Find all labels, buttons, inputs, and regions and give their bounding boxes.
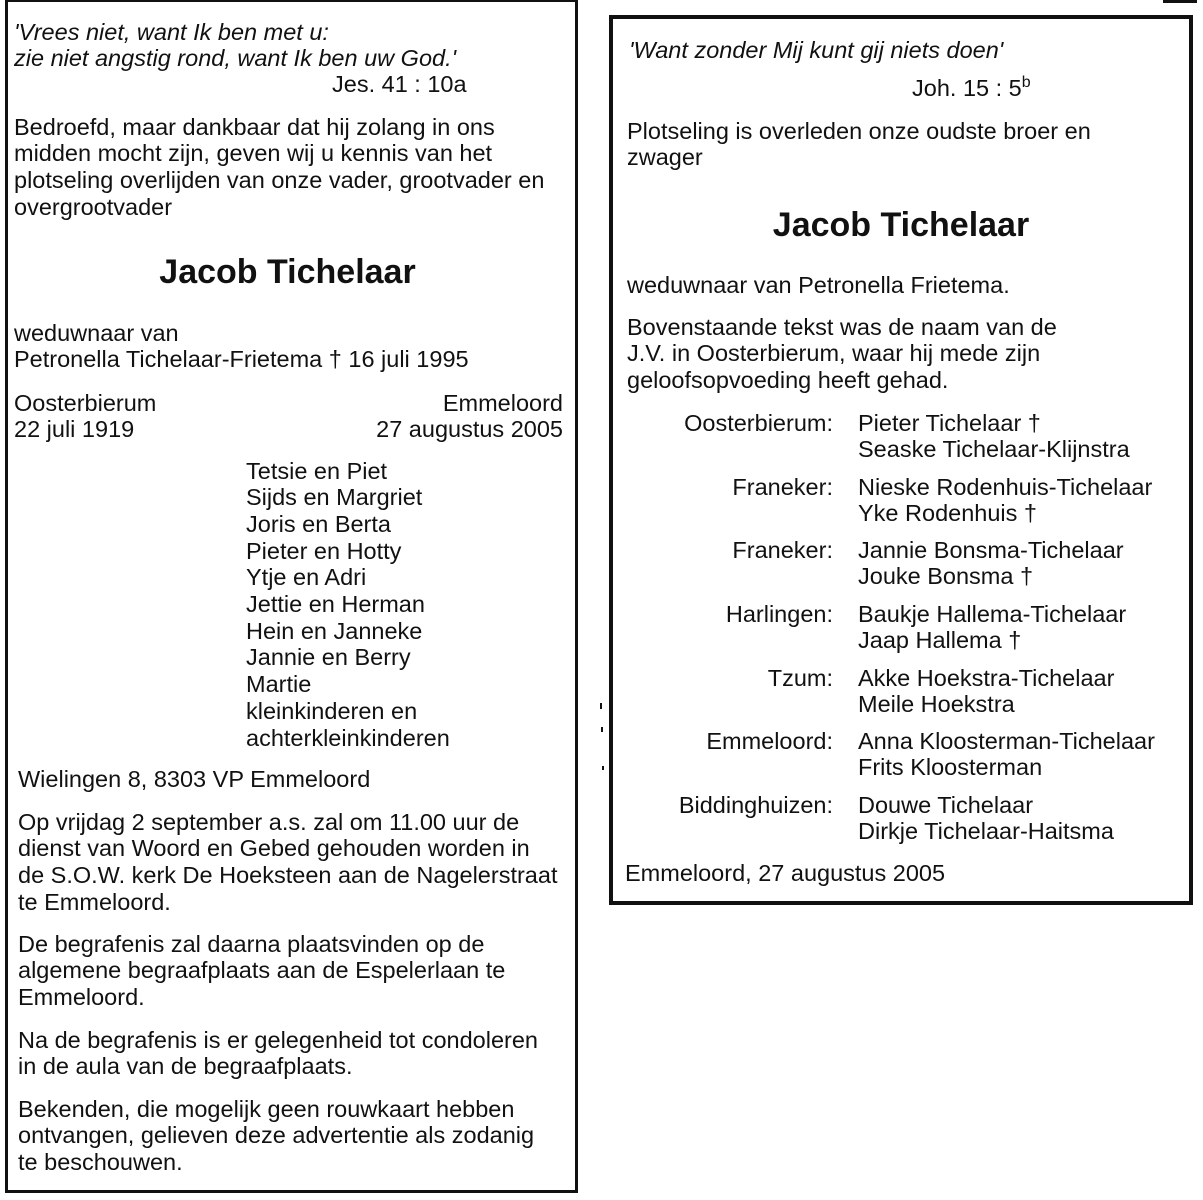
context-line: geloofsopvoeding heeft gehad. (627, 367, 949, 394)
closing-place-date: Emmeloord, 27 augustus 2005 (625, 859, 946, 886)
home-address: Wielingen 8, 8303 VP Emmeloord (18, 765, 371, 792)
widower-of (14, 320, 469, 373)
condolence-line: Na de begrafenis is er gelegenheid tot condoleren (18, 1026, 538, 1053)
burial-paragraph (18, 931, 505, 1011)
condolence-line: in de aula van de begraafplaats. (18, 1053, 353, 1080)
sibling-name: Jouke Bonsma † (858, 563, 1034, 590)
widower-of: weduwnaar van Petronella Frietema. (627, 271, 1010, 298)
family-member: Hein en Janneke (246, 617, 423, 644)
service-line: te Emmeloord. (18, 888, 171, 915)
bible-quote (14, 19, 456, 72)
intro-line: plotseling overlijden van onze vader, grootvader en (14, 167, 545, 194)
sibling-place: Tzum: (767, 664, 833, 691)
family-member: Pieter en Hotty (246, 537, 402, 564)
widower-line: weduwnaar van (14, 319, 179, 346)
sibling-names (858, 410, 1130, 463)
quote-reference-text: Joh. 15 : 5 (912, 74, 1022, 101)
service-paragraph (18, 809, 557, 916)
context-line: J.V. in Oosterbierum, waar hij mede zijn (627, 340, 1041, 367)
deceased-name: Jacob Tichelaar (159, 253, 416, 291)
service-line: de S.O.W. kerk De Hoeksteen aan de Nagelerstraat (18, 862, 558, 889)
sibling-name: Meile Hoekstra (858, 691, 1015, 718)
family-member: Martie (246, 671, 312, 698)
sibling-name: Pieter Tichelaar † (858, 409, 1041, 436)
sibling-place: Franeker: (732, 536, 833, 563)
intro-line: overgrootvader (14, 193, 173, 220)
quote-reference: Jes. 41 : 10a (332, 70, 467, 97)
sibling-place: Harlingen: (725, 600, 833, 627)
intro-paragraph (14, 114, 544, 221)
service-line: Op vrijdag 2 september a.s. zal om 11.00 uur de (18, 808, 520, 835)
scan-speck (602, 766, 604, 770)
sibling-name: Baukje Hallema-Tichelaar (858, 600, 1127, 627)
context-paragraph (627, 314, 1057, 394)
intro-line: Bedroefd, maar dankbaar dat hij zolang in ons (14, 113, 495, 140)
burial-line: De begrafenis zal daarna plaatsvinden op de (18, 930, 485, 957)
right-death-notice (609, 15, 1193, 905)
sibling-place: Oosterbierum: (684, 409, 833, 436)
deceased-name: Jacob Tichelaar (772, 206, 1030, 244)
burial-line: algemene begraafplaats aan de Espelerlaan te (18, 957, 506, 984)
sibling-place: Franeker: (732, 473, 833, 500)
acquaintances-paragraph (18, 1096, 534, 1176)
places-row (14, 390, 563, 417)
service-line: dienst van Woord en Gebed gehouden worden in (18, 835, 530, 862)
sibling-place: Biddinghuizen: (678, 791, 833, 818)
dates-row (14, 416, 563, 443)
intro-line: zwager (627, 144, 703, 171)
family-member: Jettie en Herman (246, 591, 425, 618)
sibling-name: Jaap Hallema † (858, 627, 1022, 654)
quote-line: zie niet angstig rond, want Ik ben uw God.' (14, 45, 457, 72)
family-member: Ytje en Adri (246, 564, 367, 591)
burial-line: Emmeloord. (18, 984, 145, 1011)
intro-paragraph (627, 118, 1091, 171)
sibling-name: Seaske Tichelaar-Klijnstra (858, 436, 1130, 463)
scan-edge-mark (1163, 0, 1197, 3)
death-place: Emmeloord (442, 389, 563, 416)
family-member: achterkleinkinderen (246, 724, 450, 751)
family-member: kleinkinderen en (246, 697, 418, 724)
birth-place: Oosterbierum (14, 389, 157, 416)
intro-line: midden mocht zijn, geven wij u kennis van het (14, 140, 493, 167)
acquaintances-line: Bekenden, die mogelijk geen rouwkaart hebben (18, 1095, 515, 1122)
family-list (246, 458, 450, 752)
family-member: Tetsie en Piet (246, 457, 388, 484)
intro-line: Plotseling is overleden onze oudste broer en (627, 117, 1091, 144)
family-member: Sijds en Margriet (246, 484, 423, 511)
quote-reference-superscript: b (1021, 73, 1031, 91)
context-line: Bovenstaande tekst was de naam van de (627, 313, 1057, 340)
sibling-names (858, 792, 1114, 845)
sibling-names (858, 537, 1124, 590)
sibling-name: Nieske Rodenhuis-Tichelaar (858, 473, 1153, 500)
birth-date: 22 juli 1919 (14, 416, 135, 443)
sibling-name: Anna Kloosterman-Tichelaar (858, 727, 1155, 754)
sibling-name: Jannie Bonsma-Tichelaar (858, 536, 1124, 563)
scan-speck (600, 703, 602, 709)
sibling-name: Frits Kloosterman (858, 754, 1043, 781)
birth-death-places (14, 390, 563, 443)
sibling-name: Akke Hoekstra-Tichelaar (858, 664, 1115, 691)
sibling-names (858, 474, 1152, 527)
sibling-names (858, 728, 1155, 781)
death-date: 27 augustus 2005 (376, 416, 563, 443)
sibling-names (858, 601, 1126, 654)
quote-reference (912, 75, 1031, 102)
scan-speck (601, 727, 603, 732)
quote-line: 'Vrees niet, want Ik ben met u: (14, 18, 329, 45)
sibling-name: Douwe Tichelaar (858, 791, 1034, 818)
family-member: Jannie en Berry (246, 644, 411, 671)
sibling-place: Emmeloord: (706, 727, 833, 754)
acquaintances-line: ontvangen, gelieven deze advertentie als zodanig (18, 1122, 535, 1149)
condolence-paragraph (18, 1027, 538, 1080)
bible-quote: 'Want zonder Mij kunt gij niets doen' (629, 36, 1004, 63)
family-member: Joris en Berta (246, 511, 391, 538)
sibling-name: Yke Rodenhuis † (858, 500, 1037, 527)
acquaintances-line: te beschouwen. (18, 1149, 183, 1176)
sibling-name: Dirkje Tichelaar-Haitsma (858, 818, 1114, 845)
sibling-names (858, 665, 1114, 718)
left-death-notice (5, 0, 578, 1193)
widower-line: Petronella Tichelaar-Frietema † 16 juli 1995 (14, 346, 469, 373)
